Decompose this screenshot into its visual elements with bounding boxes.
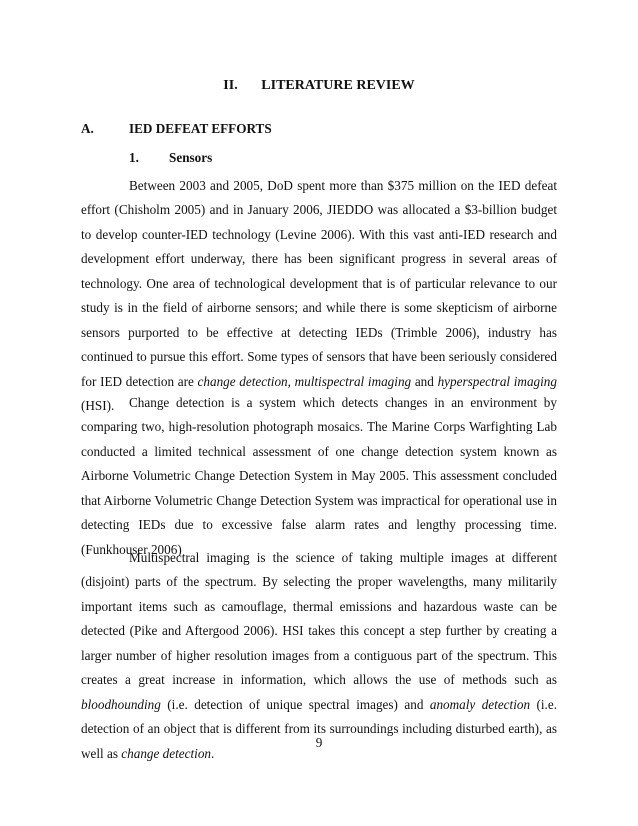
emphasis-run: bloodhounding: [81, 696, 161, 712]
emphasis-run: change detection: [121, 745, 212, 761]
chapter-number: II.: [223, 78, 238, 93]
section-number: A.: [81, 121, 94, 136]
page-number: 9: [315, 735, 323, 750]
section-title: IED DEFEAT EFFORTS: [129, 121, 272, 136]
paragraph-multispectral-imaging: [81, 546, 557, 766]
section-heading: [81, 121, 272, 137]
chapter-heading: [0, 78, 638, 94]
emphasis-run: anomaly detection: [429, 696, 531, 712]
subsection-title: Sensors: [169, 150, 213, 165]
paragraph-sensors-overview: [81, 174, 557, 419]
text-run: (i.e. detection of unique spectral images) and: [160, 696, 430, 712]
chapter-title: LITERATURE REVIEW: [261, 78, 415, 93]
text-run: and: [411, 373, 438, 389]
emphasis-run: change detection, multispectral imaging: [197, 373, 412, 389]
subsection-number: 1.: [129, 150, 139, 165]
text-run: .: [211, 745, 215, 761]
text-run: (i.e. detection of an object that is different from its surroundings including disturbed earth), as well as: [81, 696, 557, 761]
text-run: Multispectral imaging is the science of taking multiple images at different (disjoint) parts of the spectrum. By selecting the proper wavelengths, many militarily important items such as camouflage, thermal emissions and hazardous waste can be detected (Pike and Aftergood 2006). HSI takes this concept a step further by creating a larger number of higher resolution images from a contiguous part of the spectrum. This creates a great increase in information, which allows the use of methods such as: [81, 550, 557, 688]
paragraph-change-detection: [81, 391, 557, 562]
emphasis-run: hyperspectral imaging: [437, 373, 557, 389]
text-run: Change detection is a system which detects changes in an environment by comparing two, high-resolution photograph mosaics. The Marine Corps Warfighting Lab conducted a limited technical assessment of one change detection system known as Airborne Volumetric Change Detection System in May 2005. This assessment concluded that Airborne Volumetric Change Detection System was impractical for operational use in detecting IEDs due to excessive false alarm rates and lengthy processing time. (Funkhouser 2006): [81, 395, 557, 557]
text-run: (HSI).: [81, 398, 115, 414]
text-run: Between 2003 and 2005, DoD spent more than $375 million on the IED defeat effort (Chisholm 2005) and in January 2006, JIEDDO was allocated a $3-billion budget to develop counter-IED technology (Levine 2006). With this vast anti-IED research and development effort underway, there has been significant progress in several areas of technology. One area of technological development that is of particular relevance to our study is in the field of airborne sensors; and while there is some skepticism of airborne sensors purported to be effective at detecting IEDs (Trimble 2006), industry has continued to pursue this effort. Some types of sensors that have been seriously considered for IED detection are: [81, 178, 557, 389]
subsection-heading: [129, 150, 212, 166]
